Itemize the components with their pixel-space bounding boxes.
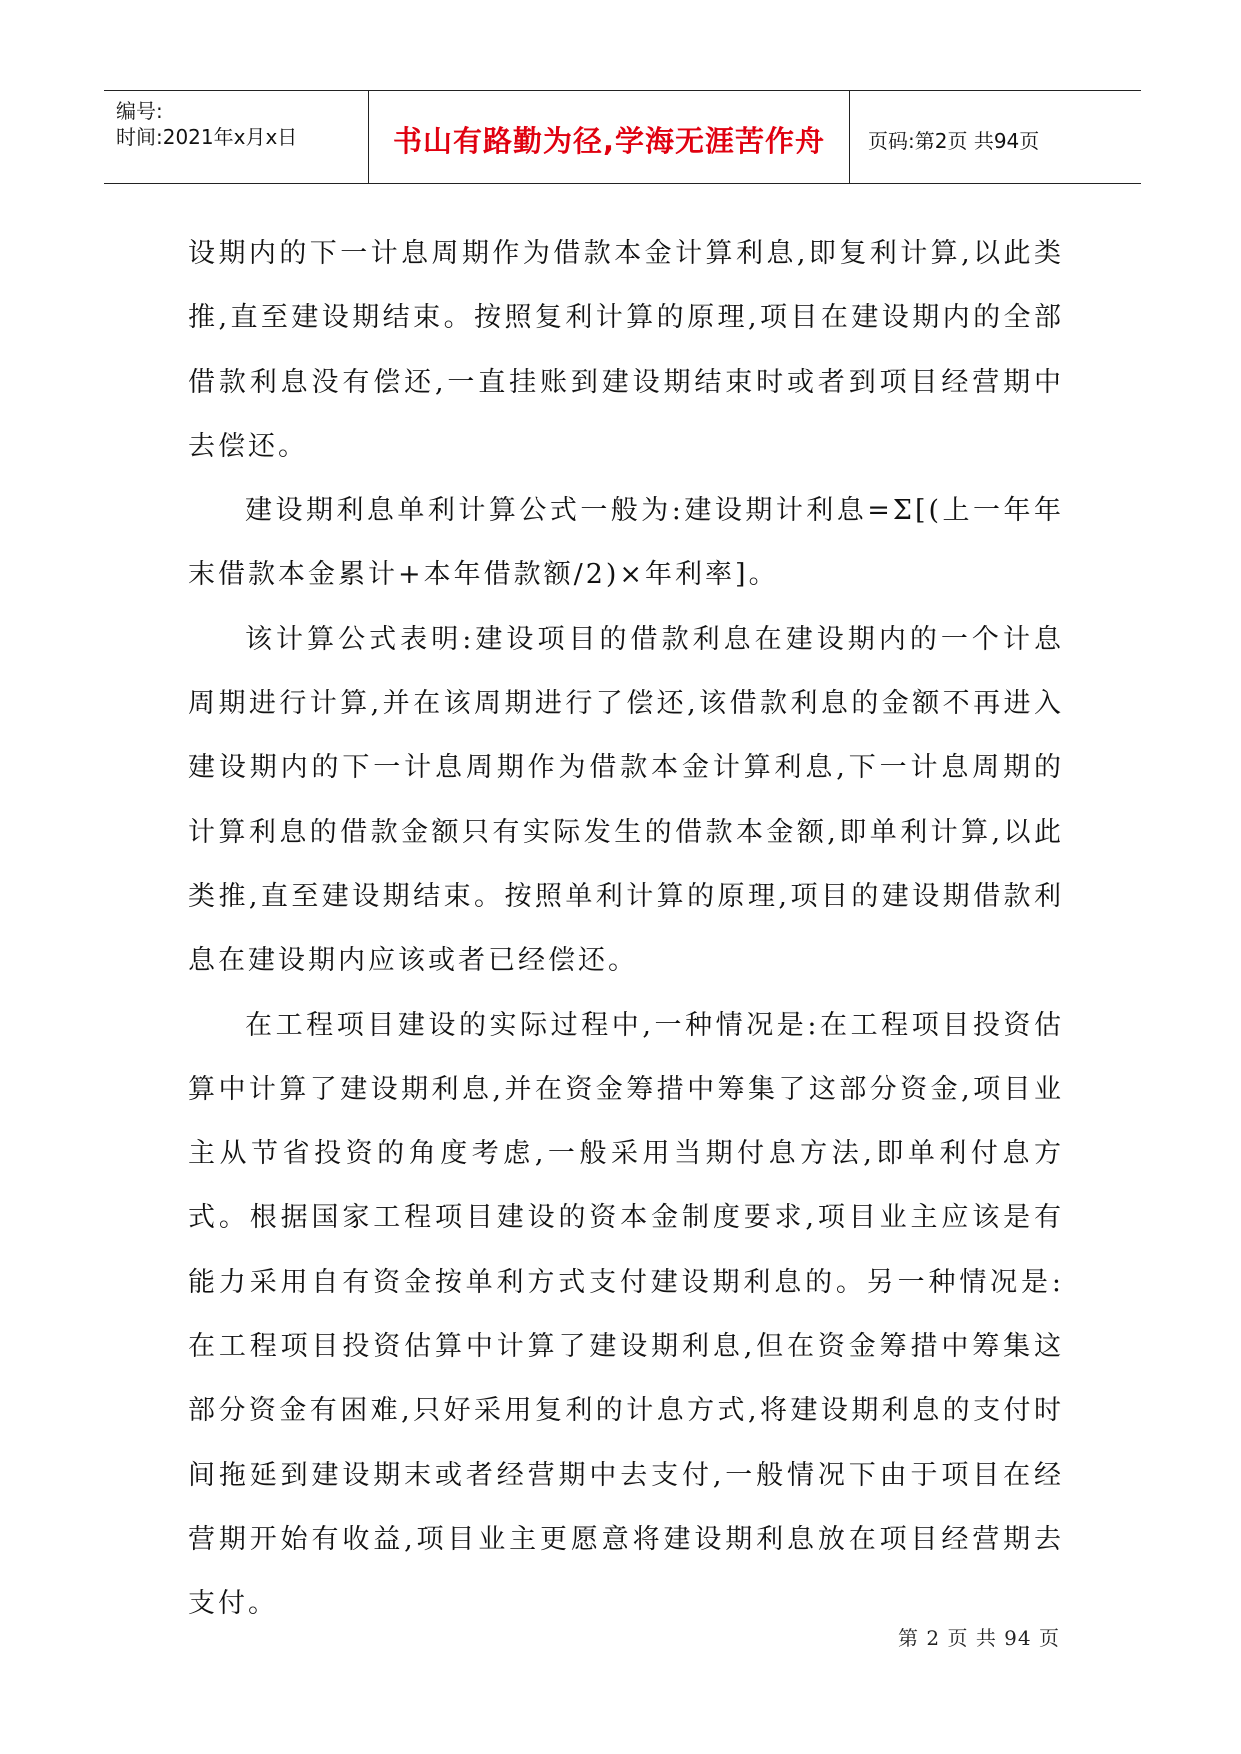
paragraph-formula: 建设期利息单利计算公式一般为:建设期计利息=Σ[(上一年年末借款本金累计+本年借款额/2)×年利率]。 — [188, 495, 1064, 591]
header-meta-cell — [104, 91, 369, 183]
page-footer: 第 2 页 共 94 页 — [898, 1626, 1060, 1650]
header-motto-cell — [369, 91, 850, 183]
document-number-label: 编号: — [116, 99, 163, 123]
document-body — [188, 222, 1064, 1637]
page-header — [104, 90, 1141, 184]
paragraph-continued: 设期内的下一计息周期作为借款本金计算利息,即复利计算,以此类推,直至建设期结束。按照复利计算的原理,项目在建设期内的全部借款利息没有偿还,一直挂账到建设期结束时或者到项目经营期中去偿还。 — [188, 238, 1064, 462]
paragraph-practice: 在工程项目建设的实际过程中,一种情况是:在工程项目投资估算中计算了建设期利息,并在资金筹措中筹集了这部分资金,项目业主从节省投资的角度考虑,一般采用当期付息方法,即单利付息方式。根据国家工程项目建设的资本金制度要求,项目业主应该是有能力采用自有资金按单利方式支付建设期利息的。另一种情况是:在工程项目投资估算中计算了建设期利息,但在资金筹措中筹集这部分资金有困难,只好采用复利的计息方式,将建设期利息的支付时间拖延到建设期末或者经营期中去支付,一般情况下由于项目在经营期开始有收益,项目业主更愿意将建设期利息放在项目经营期去支付。 — [188, 1009, 1064, 1620]
header-page-cell — [850, 91, 1140, 183]
motto-text: 书山有路勤为径,学海无涯苦作舟 — [392, 124, 826, 158]
page-code: 页码:第2页 共94页 — [868, 129, 1040, 153]
document-date: 时间:2021年x月x日 — [116, 125, 298, 149]
paragraph-formula-explanation: 该计算公式表明:建设项目的借款利息在建设期内的一个计息周期进行计算,并在该周期进行了偿还,该借款利息的金额不再进入建设期内的下一计息周期作为借款本金计算利息,下一计息周期的计算利息的借款金额只有实际发生的借款本金额,即单利计算,以此类推,直至建设期结束。按照单利计算的原理,项目的建设期借款利息在建设期内应该或者已经偿还。 — [188, 623, 1064, 977]
